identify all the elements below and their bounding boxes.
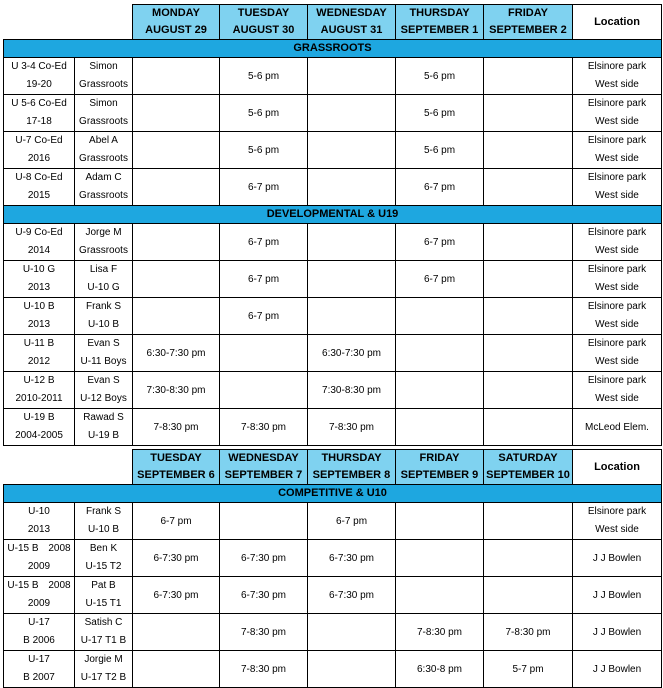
time-cell: 5-6 pm: [220, 95, 308, 132]
team-year: 2012: [27, 356, 51, 367]
team-year: 2016: [27, 153, 51, 164]
day-name: WEDNESDAY: [316, 7, 387, 19]
schedule-row: [4, 58, 662, 95]
team-cell: [4, 409, 75, 446]
week2-day-2: [308, 450, 396, 485]
coach-cell: [75, 503, 133, 540]
time-cell: [396, 540, 484, 577]
schedule-row: [4, 540, 662, 577]
time-cell: [133, 651, 220, 688]
location-cell: [573, 503, 662, 540]
team-year: 2015: [27, 190, 51, 201]
time-cell: [484, 577, 573, 614]
team-cell: [4, 372, 75, 409]
coach-name: Lisa F: [89, 264, 118, 275]
time-cell: 6-7:30 pm: [133, 540, 220, 577]
location-name: Elsinore park: [587, 506, 647, 517]
schedule-row: [4, 335, 662, 372]
team-year-extra: 2008: [48, 543, 71, 554]
team-name: U-10: [28, 506, 50, 517]
team-year: B 2007: [23, 672, 55, 683]
time-cell: 7-8:30 pm: [308, 409, 396, 446]
coach-cell: [75, 651, 133, 688]
time-cell: [308, 132, 396, 169]
time-cell: [220, 335, 308, 372]
time-cell: [133, 614, 220, 651]
location-name: J J Bowlen: [592, 552, 642, 564]
coach-name: Frank S: [85, 506, 121, 517]
location-cell: [573, 335, 662, 372]
team-name: U 5-6 Co-Ed: [11, 98, 67, 109]
day-name: TUESDAY: [237, 7, 290, 19]
coach-cell: [75, 614, 133, 651]
location-detail: West side: [595, 153, 639, 164]
team-year: B 2006: [23, 635, 55, 646]
blank-corner: [4, 450, 133, 485]
time-cell: 6-7 pm: [396, 261, 484, 298]
week2-day-1: [220, 450, 308, 485]
location-name: Elsinore park: [587, 172, 647, 183]
day-name: TUESDAY: [150, 452, 202, 464]
day-date: SEPTEMBER 2: [489, 24, 567, 36]
location-cell: [573, 95, 662, 132]
coach-cell: [75, 409, 133, 446]
team-year-extra: 2008: [48, 580, 71, 591]
time-cell: [484, 261, 573, 298]
time-cell: [484, 58, 573, 95]
coach-cell: [75, 577, 133, 614]
time-cell: 6:30-8 pm: [396, 651, 484, 688]
day-date: SEPTEMBER 1: [400, 24, 479, 36]
coach-name: Frank S: [85, 301, 121, 312]
time-cell: [308, 169, 396, 206]
day-date: AUGUST 29: [145, 24, 207, 36]
time-cell: 6:30-7:30 pm: [308, 335, 396, 372]
location-name: Elsinore park: [587, 264, 647, 275]
time-cell: 6-7:30 pm: [308, 540, 396, 577]
schedule-row: [4, 169, 662, 206]
team-cell: [4, 132, 75, 169]
coach-team: U-10 B: [87, 319, 120, 330]
time-cell: 6-7 pm: [220, 224, 308, 261]
location-cell: [573, 577, 662, 614]
location-name: J J Bowlen: [592, 589, 642, 601]
team-year: 19-20: [26, 79, 52, 90]
coach-team: Grassroots: [79, 153, 128, 164]
coach-cell: [75, 224, 133, 261]
day-name: MONDAY: [152, 7, 200, 19]
location-detail: West side: [595, 79, 639, 90]
schedule-row: [4, 372, 662, 409]
week2-day-0: [133, 450, 220, 485]
time-cell: 6-7 pm: [396, 169, 484, 206]
team-name: U-15 B: [7, 543, 39, 554]
location-cell: [573, 614, 662, 651]
section-title: DEVELOPMENTAL & U19: [4, 206, 662, 224]
team-cell: [4, 540, 75, 577]
time-cell: [484, 132, 573, 169]
week2-header-row: [4, 450, 662, 485]
section-row: [4, 206, 662, 224]
time-cell: 6-7:30 pm: [308, 577, 396, 614]
coach-cell: [75, 335, 133, 372]
location-cell: [573, 261, 662, 298]
coach-team: U-15 T2: [85, 561, 122, 572]
team-year: 2014: [27, 245, 51, 256]
location-detail: West side: [595, 116, 639, 127]
time-cell: 7:30-8:30 pm: [308, 372, 396, 409]
coach-team: U-19 B: [87, 430, 120, 441]
section-row: [4, 40, 662, 58]
team-year: 2013: [27, 319, 51, 330]
schedule-row: [4, 503, 662, 540]
time-cell: [484, 169, 573, 206]
time-cell: [396, 372, 484, 409]
week1-schedule-table: [3, 4, 662, 446]
coach-team: U-10 B: [87, 524, 120, 535]
time-cell: [484, 503, 573, 540]
week2-day-3: [396, 450, 484, 485]
team-name-line: [4, 577, 74, 595]
day-name: WEDNESDAY: [228, 452, 299, 464]
coach-cell: [75, 58, 133, 95]
team-cell: [4, 224, 75, 261]
time-cell: [308, 298, 396, 335]
schedule-row: [4, 651, 662, 688]
time-cell: [484, 298, 573, 335]
team-name: U-17: [28, 654, 50, 665]
time-cell: 6-7 pm: [220, 169, 308, 206]
time-cell: [484, 409, 573, 446]
day-name: THURSDAY: [409, 7, 470, 19]
team-cell: [4, 503, 75, 540]
time-cell: 5-6 pm: [396, 95, 484, 132]
location-name: Elsinore park: [587, 301, 647, 312]
coach-name: Ben K: [89, 543, 118, 554]
coach-name: Rawad S: [83, 412, 124, 423]
coach-team: Grassroots: [79, 190, 128, 201]
coach-team: U-15 T1: [85, 598, 122, 609]
location-detail: West side: [595, 393, 639, 404]
team-name-line: [4, 540, 74, 558]
week1-day-3: [396, 5, 484, 40]
time-cell: [308, 651, 396, 688]
day-name: FRIDAY: [508, 7, 548, 19]
time-cell: 6:30-7:30 pm: [133, 335, 220, 372]
time-cell: 6-7 pm: [133, 503, 220, 540]
location-name: Elsinore park: [587, 338, 647, 349]
location-name: Elsinore park: [587, 135, 647, 146]
team-name: U 3-4 Co-Ed: [11, 61, 67, 72]
location-cell: [573, 540, 662, 577]
time-cell: 7-8:30 pm: [220, 651, 308, 688]
coach-name: Abel A: [89, 135, 118, 146]
schedule-row: [4, 132, 662, 169]
time-cell: [308, 261, 396, 298]
day-name: SATURDAY: [498, 452, 558, 464]
coach-name: Jorgie M: [84, 654, 123, 665]
time-cell: 7-8:30 pm: [133, 409, 220, 446]
day-date: SEPTEMBER 9: [400, 469, 479, 481]
time-cell: 6-7 pm: [308, 503, 396, 540]
location-name: J J Bowlen: [592, 626, 642, 638]
day-name: THURSDAY: [321, 452, 382, 464]
coach-team: U-12 Boys: [80, 393, 127, 404]
coach-cell: [75, 132, 133, 169]
location-cell: [573, 651, 662, 688]
coach-name: Satish C: [84, 617, 123, 628]
day-name: FRIDAY: [419, 452, 460, 464]
team-cell: [4, 651, 75, 688]
coach-cell: [75, 95, 133, 132]
team-year: 2013: [27, 282, 51, 293]
time-cell: [133, 132, 220, 169]
time-cell: 5-6 pm: [396, 58, 484, 95]
location-detail: West side: [595, 319, 639, 330]
team-name: U-9 Co-Ed: [15, 227, 63, 238]
team-name: U-10 G: [22, 264, 56, 275]
team-cell: [4, 169, 75, 206]
team-name: U-8 Co-Ed: [15, 172, 63, 183]
time-cell: [396, 298, 484, 335]
team-name: U-11 B: [23, 338, 55, 349]
coach-team: U-10 G: [87, 282, 120, 293]
coach-name: Evan S: [87, 375, 120, 386]
schedule-row: [4, 298, 662, 335]
coach-team: U-17 T2 B: [80, 672, 127, 683]
coach-name: Simon: [89, 61, 118, 72]
day-date: SEPTEMBER 10: [486, 469, 570, 481]
team-name: U-12 B: [23, 375, 55, 386]
team-name: U-15 B: [7, 580, 39, 591]
schedule-row: [4, 577, 662, 614]
time-cell: 7-8:30 pm: [220, 614, 308, 651]
location-detail: West side: [595, 356, 639, 367]
location-cell: [573, 169, 662, 206]
location-cell: [573, 58, 662, 95]
week2-day-4: [484, 450, 573, 485]
time-cell: 7-8:30 pm: [220, 409, 308, 446]
location-detail: West side: [595, 245, 639, 256]
coach-cell: [75, 372, 133, 409]
blank-corner: [4, 5, 133, 40]
week1-day-1: [220, 5, 308, 40]
schedule-row: [4, 261, 662, 298]
schedule-row: [4, 224, 662, 261]
time-cell: [396, 409, 484, 446]
time-cell: 5-6 pm: [396, 132, 484, 169]
coach-cell: [75, 261, 133, 298]
location-name: Elsinore park: [587, 98, 647, 109]
time-cell: [220, 503, 308, 540]
day-date: AUGUST 31: [320, 24, 383, 36]
team-cell: [4, 261, 75, 298]
team-name: U-10 B: [23, 301, 55, 312]
coach-name: Pat B: [91, 580, 116, 591]
time-cell: [484, 95, 573, 132]
schedule-row: [4, 95, 662, 132]
time-cell: [484, 335, 573, 372]
location-cell: [573, 372, 662, 409]
team-year: 17-18: [26, 116, 52, 127]
week1-day-4: [484, 5, 573, 40]
location-name: McLeod Elem.: [585, 421, 649, 433]
time-cell: [484, 224, 573, 261]
coach-name: Jorge M: [85, 227, 122, 238]
time-cell: 6-7 pm: [396, 224, 484, 261]
location-cell: [573, 132, 662, 169]
time-cell: 5-7 pm: [484, 651, 573, 688]
time-cell: 6-7 pm: [220, 298, 308, 335]
team-cell: [4, 298, 75, 335]
coach-team: Grassroots: [79, 245, 128, 256]
time-cell: 6-7:30 pm: [133, 577, 220, 614]
time-cell: [133, 224, 220, 261]
week1-day-0: [133, 5, 220, 40]
time-cell: [484, 372, 573, 409]
location-detail: West side: [595, 282, 639, 293]
location-name: Elsinore park: [587, 227, 647, 238]
coach-team: Grassroots: [79, 79, 128, 90]
team-cell: [4, 614, 75, 651]
time-cell: [308, 224, 396, 261]
time-cell: [220, 372, 308, 409]
week1-header-row: [4, 5, 662, 40]
location-detail: West side: [595, 190, 639, 201]
time-cell: [133, 261, 220, 298]
time-cell: 7:30-8:30 pm: [133, 372, 220, 409]
time-cell: [133, 169, 220, 206]
location-name: Elsinore park: [587, 375, 647, 386]
team-cell: [4, 58, 75, 95]
time-cell: 6-7:30 pm: [220, 577, 308, 614]
team-year: 2009: [27, 598, 51, 609]
team-name: U-19 B: [23, 412, 55, 423]
time-cell: 7-8:30 pm: [484, 614, 573, 651]
coach-cell: [75, 298, 133, 335]
team-name: U-17: [28, 617, 50, 628]
location-name: J J Bowlen: [592, 663, 642, 675]
coach-team: U-17 T1 B: [80, 635, 127, 646]
day-date: SEPTEMBER 6: [137, 469, 215, 481]
time-cell: [133, 95, 220, 132]
time-cell: [396, 503, 484, 540]
coach-name: Adam C: [85, 172, 122, 183]
time-cell: 6-7:30 pm: [220, 540, 308, 577]
coach-team: Grassroots: [79, 116, 128, 127]
team-year: 2010-2011: [15, 393, 63, 404]
location-detail: West side: [595, 524, 639, 535]
location-name: Elsinore park: [587, 61, 647, 72]
time-cell: [308, 614, 396, 651]
time-cell: [133, 298, 220, 335]
time-cell: 5-6 pm: [220, 58, 308, 95]
time-cell: [308, 95, 396, 132]
section-title: COMPETITIVE & U10: [4, 485, 662, 503]
week1-location-header: Location: [573, 5, 662, 40]
time-cell: [396, 335, 484, 372]
location-cell: [573, 298, 662, 335]
section-row: [4, 485, 662, 503]
time-cell: 6-7 pm: [220, 261, 308, 298]
location-cell: [573, 224, 662, 261]
team-cell: [4, 335, 75, 372]
coach-team: U-11 Boys: [80, 356, 127, 367]
time-cell: [133, 58, 220, 95]
team-year: 2009: [27, 561, 51, 572]
coach-cell: [75, 540, 133, 577]
schedule-row: [4, 614, 662, 651]
time-cell: 7-8:30 pm: [396, 614, 484, 651]
team-year: 2004-2005: [15, 430, 63, 441]
day-date: AUGUST 30: [232, 24, 295, 36]
coach-name: Simon: [89, 98, 118, 109]
week2-schedule-table: [3, 449, 662, 688]
location-cell: [573, 409, 662, 446]
team-cell: [4, 95, 75, 132]
day-date: SEPTEMBER 7: [224, 469, 303, 481]
day-date: SEPTEMBER 8: [312, 469, 391, 481]
time-cell: 5-6 pm: [220, 132, 308, 169]
team-cell: [4, 577, 75, 614]
time-cell: [484, 540, 573, 577]
section-title: GRASSROOTS: [4, 40, 662, 58]
schedule-row: [4, 409, 662, 446]
week2-location-header: Location: [573, 450, 662, 485]
time-cell: [308, 58, 396, 95]
coach-cell: [75, 169, 133, 206]
team-year: 2013: [27, 524, 51, 535]
time-cell: [396, 577, 484, 614]
coach-name: Evan S: [87, 338, 120, 349]
week1-day-2: [308, 5, 396, 40]
team-name: U-7 Co-Ed: [15, 135, 63, 146]
